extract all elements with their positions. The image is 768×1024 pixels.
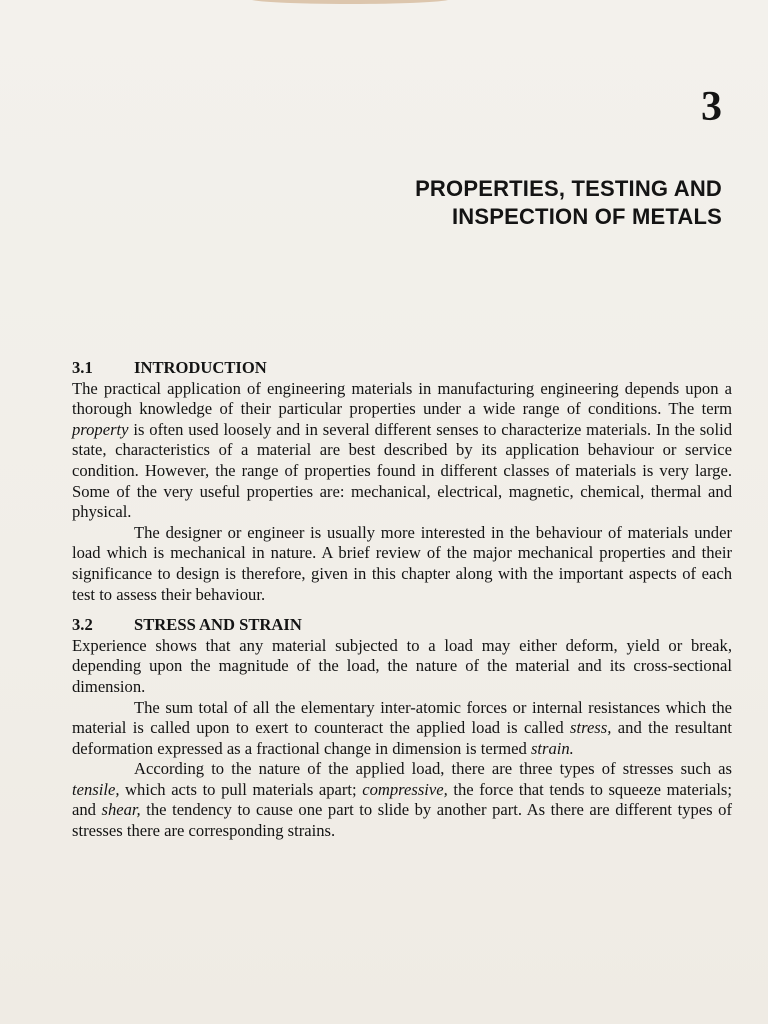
emphasis-term: tensile, [72, 779, 120, 799]
chapter-title-line-2: INSPECTION OF METALS [451, 204, 722, 229]
emphasis-term: strain. [530, 738, 574, 758]
paragraph: The designer or engineer is usually more interested in the behaviour of materials under load which is mechanical in nature. A brief review of the major mechanical properties and their significance to design is therefore, given in this chapter along with the important aspects of each test to assess their behaviour. [72, 522, 732, 604]
page-body [72, 358, 732, 842]
paragraph [72, 698, 732, 760]
emphasis-term: shear, [101, 800, 141, 820]
chapter-title [242, 175, 722, 231]
paragraph-text: The sum total of all the elementary inter-atomic forces or internal resistances which the material is called upon to exert to counteract the applied load is called [72, 697, 732, 738]
paragraph-text: According to the nature of the applied load, there are three types of stresses such as [134, 759, 732, 779]
section-title: STRESS AND STRAIN [134, 615, 302, 635]
paragraph-text: the force that tends to squeeze materials; and [72, 779, 732, 820]
paragraph-text: and the resultant deformation expressed as a fractional change in dimension is termed [72, 718, 732, 758]
section-title: INTRODUCTION [134, 358, 267, 377]
paragraph-text: The practical application of engineering materials in manufacturing engineering depends upon a thorough knowledge of their particular properties under a wide range of conditions. The term [72, 378, 732, 419]
section-heading-stress-and-strain [72, 615, 732, 636]
emphasis-term: stress, [570, 718, 612, 738]
emphasis-term: property [72, 419, 129, 439]
paragraph [72, 379, 732, 523]
paragraph-text: the tendency to cause one part to slide by another part. As there are different types of stresses there are corresponding strains. [72, 800, 732, 841]
section-heading-introduction [72, 358, 732, 379]
emphasis-term: compressive, [362, 779, 448, 799]
chapter-number: 3 [701, 84, 722, 130]
section-number: 3.1 [72, 358, 93, 377]
paragraph-text: is often used loosely and in several different senses to characterize materials. In the solid state, characteristics of a material are best described by its application behaviour or service condition. However, the range of properties found in different classes of materials is very large. Some of the very useful properties are: mechanical, electrical, magnetic, chemical, thermal and physical. [72, 419, 732, 522]
page-edge-shadow [250, 0, 450, 4]
paragraph: Experience shows that any material subjected to a load may either deform, yield or break, depending upon the magnitude of the load, the nature of the material and its cross-sectional dimension. [72, 635, 732, 696]
chapter-title-line-1: PROPERTIES, TESTING AND [415, 176, 722, 201]
paragraph [72, 759, 732, 841]
paragraph-text: which acts to pull materials apart; [119, 779, 363, 799]
section-number: 3.2 [72, 615, 93, 635]
